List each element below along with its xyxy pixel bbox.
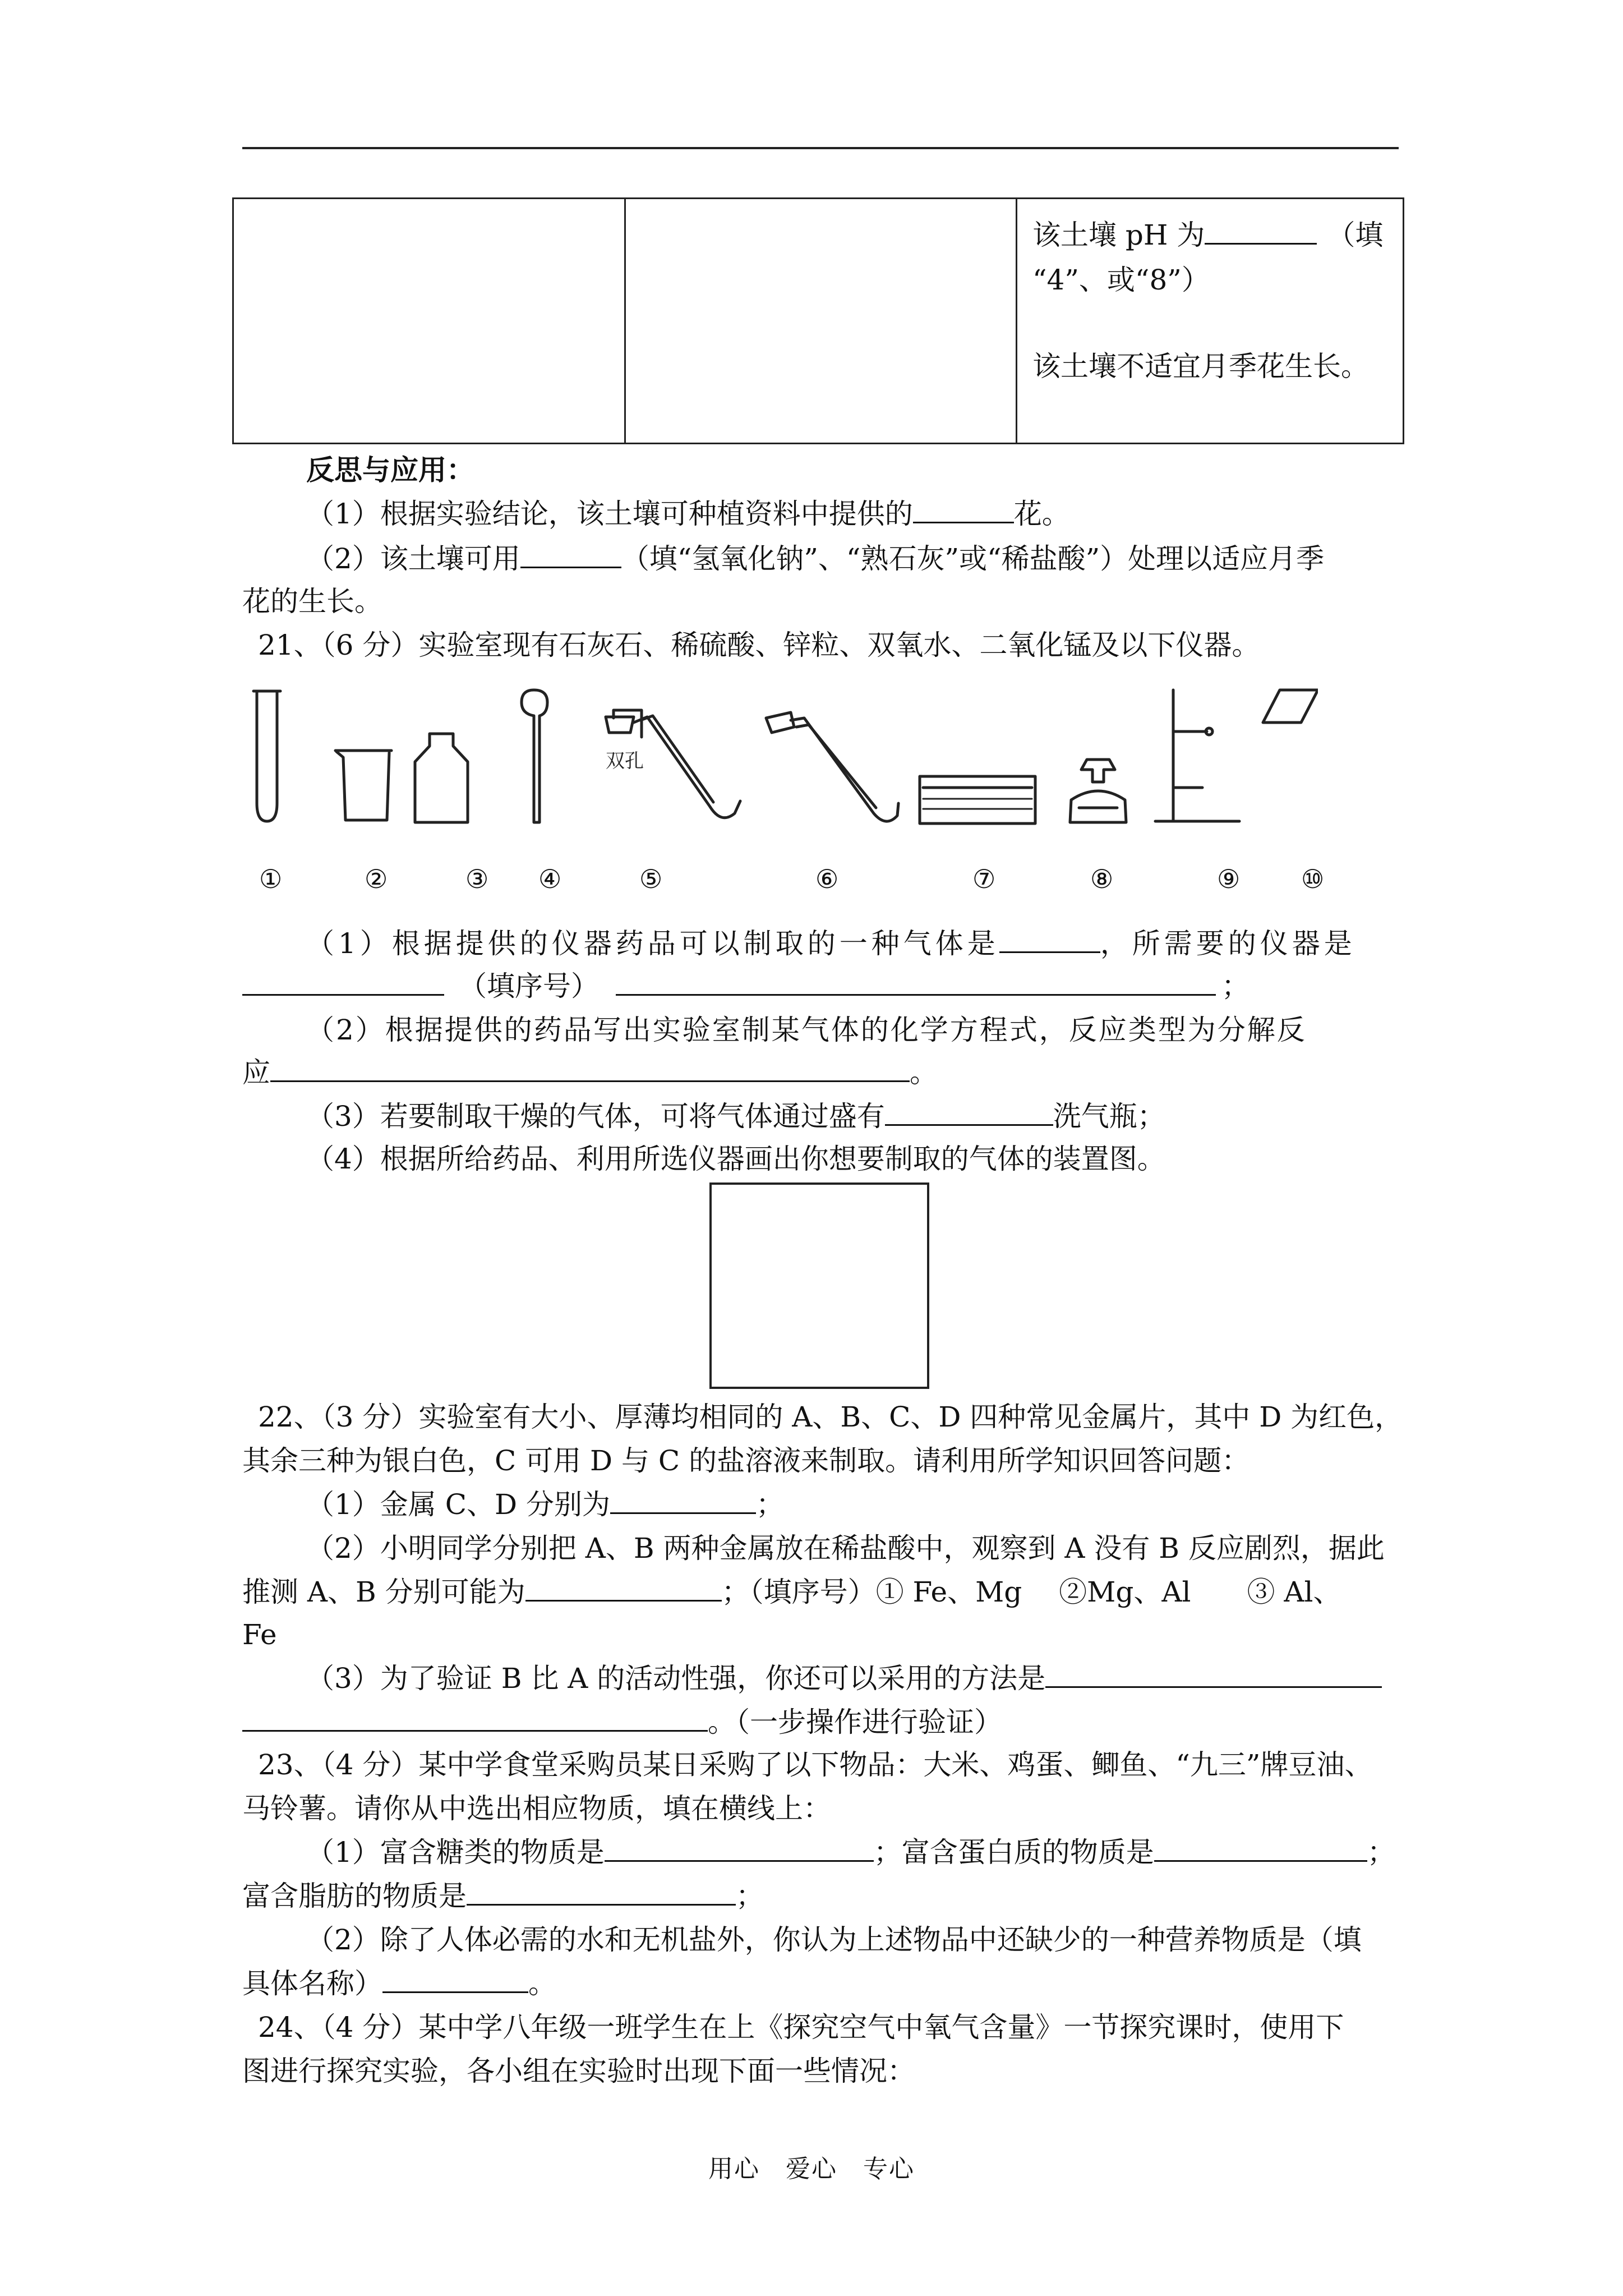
instrument-label-5: ⑤	[639, 864, 663, 894]
q24-line1: 24、（4 分）某中学八年级一班学生在上《探究空气中氧气含量》一节探究课时，使用下	[258, 2011, 1344, 2044]
q23-line2: 马铃薯。请你从中选出相应物质，填在横线上：	[242, 1792, 831, 1825]
q21-p1: （1）根据提供的仪器药品可以制取的一种气体是 ，所需要的仪器是	[306, 926, 1356, 961]
q23-nutrient-blank[interactable]	[382, 1966, 528, 1993]
table-cell-2	[624, 199, 1017, 443]
q22-method-blank-2[interactable]	[242, 1704, 708, 1732]
q21-equation-blank[interactable]	[270, 1055, 910, 1082]
ph-options: “4”、或“8”）	[1032, 264, 1210, 296]
ph-line: 该土壤 pH 为 （填	[1032, 213, 1383, 253]
instrument-label-2: ②	[365, 864, 388, 894]
q22-metals-blank[interactable]	[610, 1487, 756, 1514]
reflection-heading: 反思与应用：	[306, 453, 474, 486]
test-tube-icon	[257, 692, 277, 821]
q21-drying-blank[interactable]	[885, 1098, 1053, 1126]
instrument-label-3: ③	[465, 864, 489, 894]
instrument-figure	[241, 683, 1318, 868]
q22-p3: （3）为了验证 B 比 A 的活动性强，你还可以采用的方法是	[306, 1660, 1382, 1696]
reflection-q1: （1）根据实验结论，该土壤可种植资料中提供的 花。	[306, 496, 1070, 532]
header-rule	[242, 147, 1399, 149]
reflection-q2-cont: 花的生长。	[242, 585, 382, 618]
q21-p1-cont: （填序号） ；	[242, 968, 1249, 1004]
reflection-q2-blank[interactable]	[520, 541, 621, 568]
reflection-q1-blank[interactable]	[913, 496, 1014, 523]
q22-method-blank[interactable]	[1045, 1660, 1382, 1688]
instrument-label-1: ①	[259, 864, 283, 894]
q21-p2: （2）根据提供的药品写出实验室制某气体的化学方程式，反应类型为分解反	[306, 1014, 1307, 1046]
instrument-label-7: ⑦	[972, 864, 996, 894]
q21-instrument-detail-blank[interactable]	[616, 968, 1216, 996]
instrument-label-9: ⑨	[1217, 864, 1241, 894]
water-trough-icon	[920, 776, 1035, 823]
q22-line2: 其余三种为银白色，C 可用 D 与 C 的盐溶液来制取。请利用所学知识回答问题：	[242, 1444, 1250, 1477]
q22-line1: 22、（3 分）实验室有大小、厚薄均相同的 A、B、C、D 四种常见金属片，其中 D 为红色，	[258, 1401, 1403, 1433]
instrument-label-8: ⑧	[1090, 864, 1114, 894]
q22-p3-cont: 。（一步操作进行验证）	[242, 1704, 1002, 1740]
ph-conclusion: 该土壤不适宜月季花生长。	[1032, 350, 1369, 383]
delivery-tube-5	[634, 717, 740, 818]
instrument-label-10: ⑩	[1301, 864, 1325, 894]
q22-p2: （2）小明同学分别把 A、B 两种金属放在稀盐酸中，观察到 A 没有 B 反应剧烈，据此	[306, 1532, 1385, 1565]
alcohol-lamp-icon	[1081, 760, 1115, 782]
q23-p2-cont: 具体名称） 。	[242, 1966, 556, 2001]
apparatus-drawing-box[interactable]	[709, 1182, 929, 1389]
q22-p2-tail: Fe	[242, 1618, 277, 1651]
q22-guess-blank[interactable]	[525, 1574, 722, 1602]
instrument-label-6: ⑥	[815, 864, 839, 894]
long-funnel-icon	[522, 690, 547, 822]
q23-protein-blank[interactable]	[1154, 1834, 1367, 1862]
q23-fat-blank[interactable]	[467, 1878, 736, 1906]
q24-line2: 图进行探究实验，各小组在实验时出现下面一些情况：	[242, 2055, 915, 2087]
ph-blank[interactable]	[1205, 217, 1317, 245]
q23-sugar-blank[interactable]	[605, 1834, 874, 1862]
reflection-q2: （2）该土壤可用 （填“氢氧化钠”、“熟石灰”或“稀盐酸”）处理以适应月季	[306, 541, 1324, 577]
q21-gas-blank[interactable]	[999, 926, 1100, 953]
q23-p1-cont: 富含脂肪的物质是 ；	[242, 1878, 764, 1914]
q21-p2-cont: 应 。	[242, 1055, 938, 1091]
single-hole-stopper-icon	[766, 712, 794, 733]
q21-intro: 21、（6 分）实验室现有石灰石、稀硫酸、锌粒、双氧水、二氧化锰及以下仪器。	[258, 629, 1260, 661]
table-cell-3	[1016, 199, 1403, 443]
q21-p3: （3）若要制取干燥的气体，可将气体通过盛有 洗气瓶；	[306, 1098, 1165, 1134]
q22-p1: （1）金属 C、D 分别为 ；	[306, 1487, 784, 1522]
q23-line1: 23、（4 分）某中学食堂采购员某日采购了以下物品：大米、鸡蛋、鲫鱼、“九三”牌豆油、	[258, 1749, 1373, 1781]
bottle-icon	[415, 734, 468, 822]
page-footer: 用心 爱心 专心	[708, 2155, 915, 2183]
q23-p2: （2）除了人体必需的水和无机盐外，你认为上述物品中还缺少的一种营养物质是（填	[306, 1924, 1362, 1956]
instrument-label-4: ④	[538, 864, 562, 894]
q22-p2-cont: 推测 A、B 分别可能为 ；（填序号）① Fe、Mg ②Mg、Al ③ Al、	[242, 1574, 1341, 1610]
stopper-label: 双孔	[606, 750, 644, 772]
glass-plate-icon	[1263, 690, 1318, 723]
table-cell-1	[234, 199, 626, 443]
double-hole-stopper-icon	[606, 717, 634, 733]
q21-instrument-blank[interactable]	[242, 968, 444, 996]
q21-p4: （4）根据所给药品、利用所选仪器画出你想要制取的气体的装置图。	[306, 1143, 1165, 1175]
q23-p1: （1）富含糖类的物质是 ；富含蛋白质的物质是 ；	[306, 1834, 1395, 1870]
results-table	[232, 197, 1404, 444]
beaker-icon	[336, 752, 389, 820]
